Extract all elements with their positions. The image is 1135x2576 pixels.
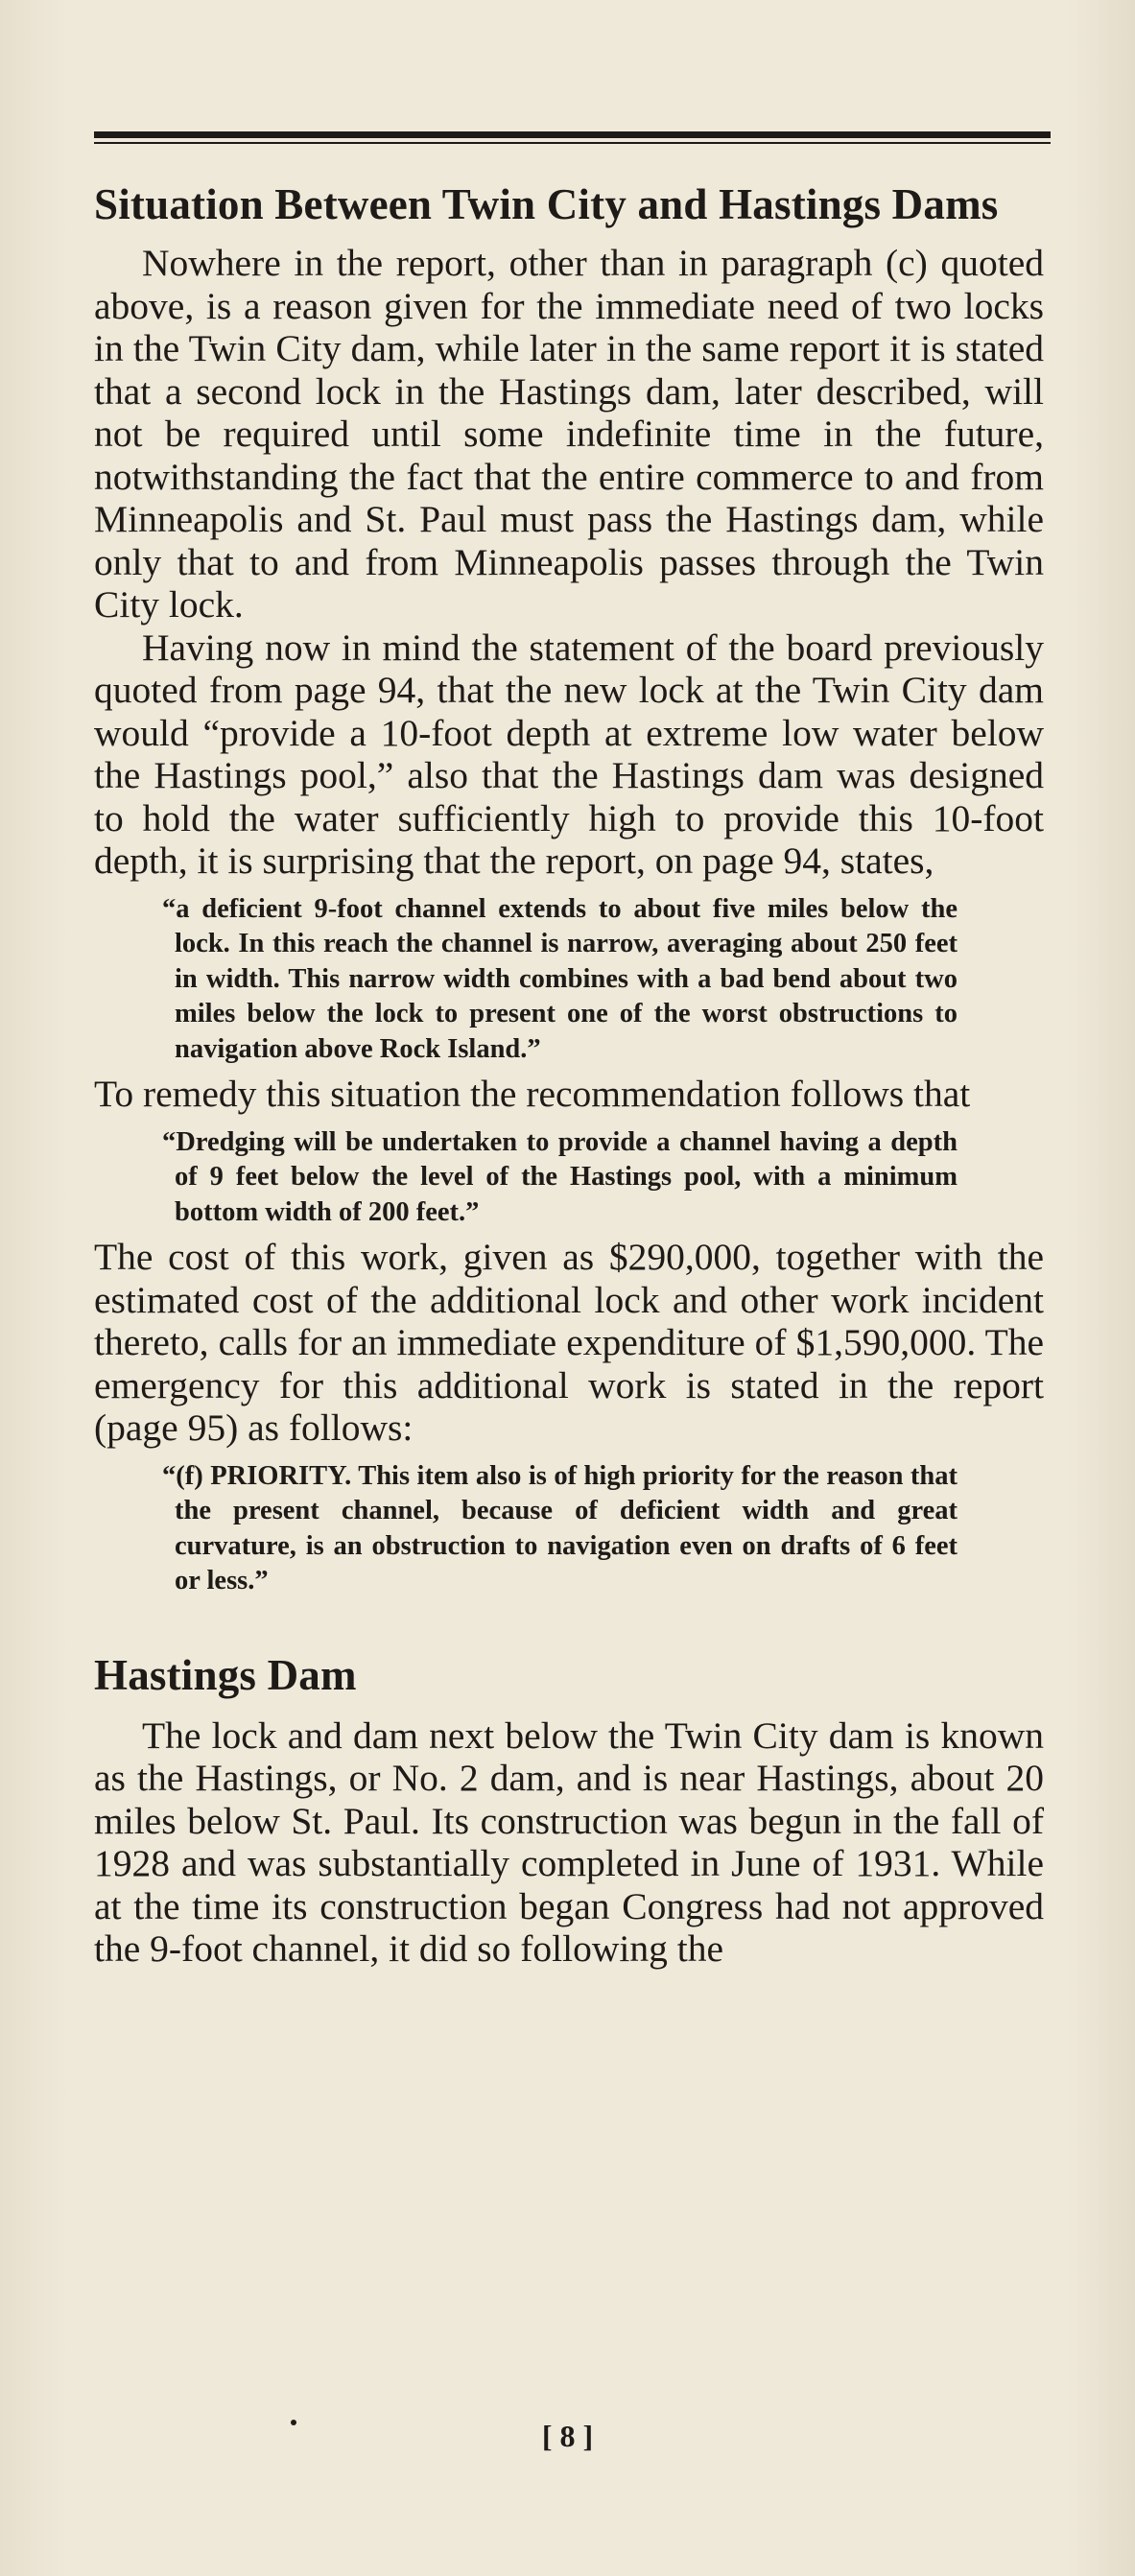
top-rule-thin [94, 142, 1051, 144]
text-column [94, 178, 1044, 1971]
top-rule-thick [94, 131, 1051, 138]
section-heading-hastings-dam: Hastings Dam [94, 1650, 357, 1699]
paragraph-cost: The cost of this work, given as $290,000, together with the estimated cost of the additional lock and other work incident thereto, calls for an immediate expenditure of $1,590,000. The emergency for this additional work is stated in the report (page 95) as follows: [94, 1236, 1044, 1449]
paragraph-lock-and-dam: The lock and dam next below the Twin City dam is known as the Hastings, or No. 2 dam, and is near Hastings, about 20 miles below St. Paul. Its construction was begun in the fall of 1928 and was substantially completed in June of 1931. While at the time its construction began Congress had not approved the 9-foot channel, it did so following the [94, 1713, 1044, 1970]
paragraph-to-remedy: To remedy this situation the recommendation follows that [94, 1073, 971, 1115]
quote-deficient-channel: “a deficient 9-foot channel extends to about five miles below the lock. In this reach the channel is narrow, averaging about 250 feet in width. This narrow width combines with a bad bend about two miles below the lock to present one of the worst obstructions to navigation above Rock Island.” [162, 893, 958, 1064]
page-number: [ 8 ] [541, 2419, 594, 2453]
paragraph-having-now: Having now in mind the statement of the board previously quoted from page 94, that the new lock at the Twin City dam would “provide a 10-foot depth at extreme low water below the Hastings pool,” also that the Hastings dam was designed to hold the water sufficiently high to provide this 10-foot depth, it is surprising that the report, on page 94, states, [94, 626, 1044, 882]
paragraph-nowhere: Nowhere in the report, other than in paragraph (c) quoted above, is a reason given for the immediate need of two locks in the Twin City dam, while later in the same report it is stated that a second lock in the Hastings dam, later described, will not be required until some indefinite time in the future, notwithstanding the fact that the entire commerce to and from Minneapolis and St. Paul must pass the Hastings dam, while only that to and from Minneapolis passes through the Twin City lock. [94, 242, 1044, 626]
section-heading-situation: Situation Between Twin City and Hastings Dams [94, 180, 999, 228]
quote-priority: “(f) PRIORITY. This item also is of high priority for the reason that the present channel, because of deficient width and great curvature, is an obstruction to navigation even on drafts of 6 feet or less.” [162, 1460, 958, 1595]
quote-dredging: “Dredging will be undertaken to provide a channel having a depth of 9 feet below the level of the Hastings pool, with a minimum bottom width of 200 feet.” [162, 1126, 958, 1227]
